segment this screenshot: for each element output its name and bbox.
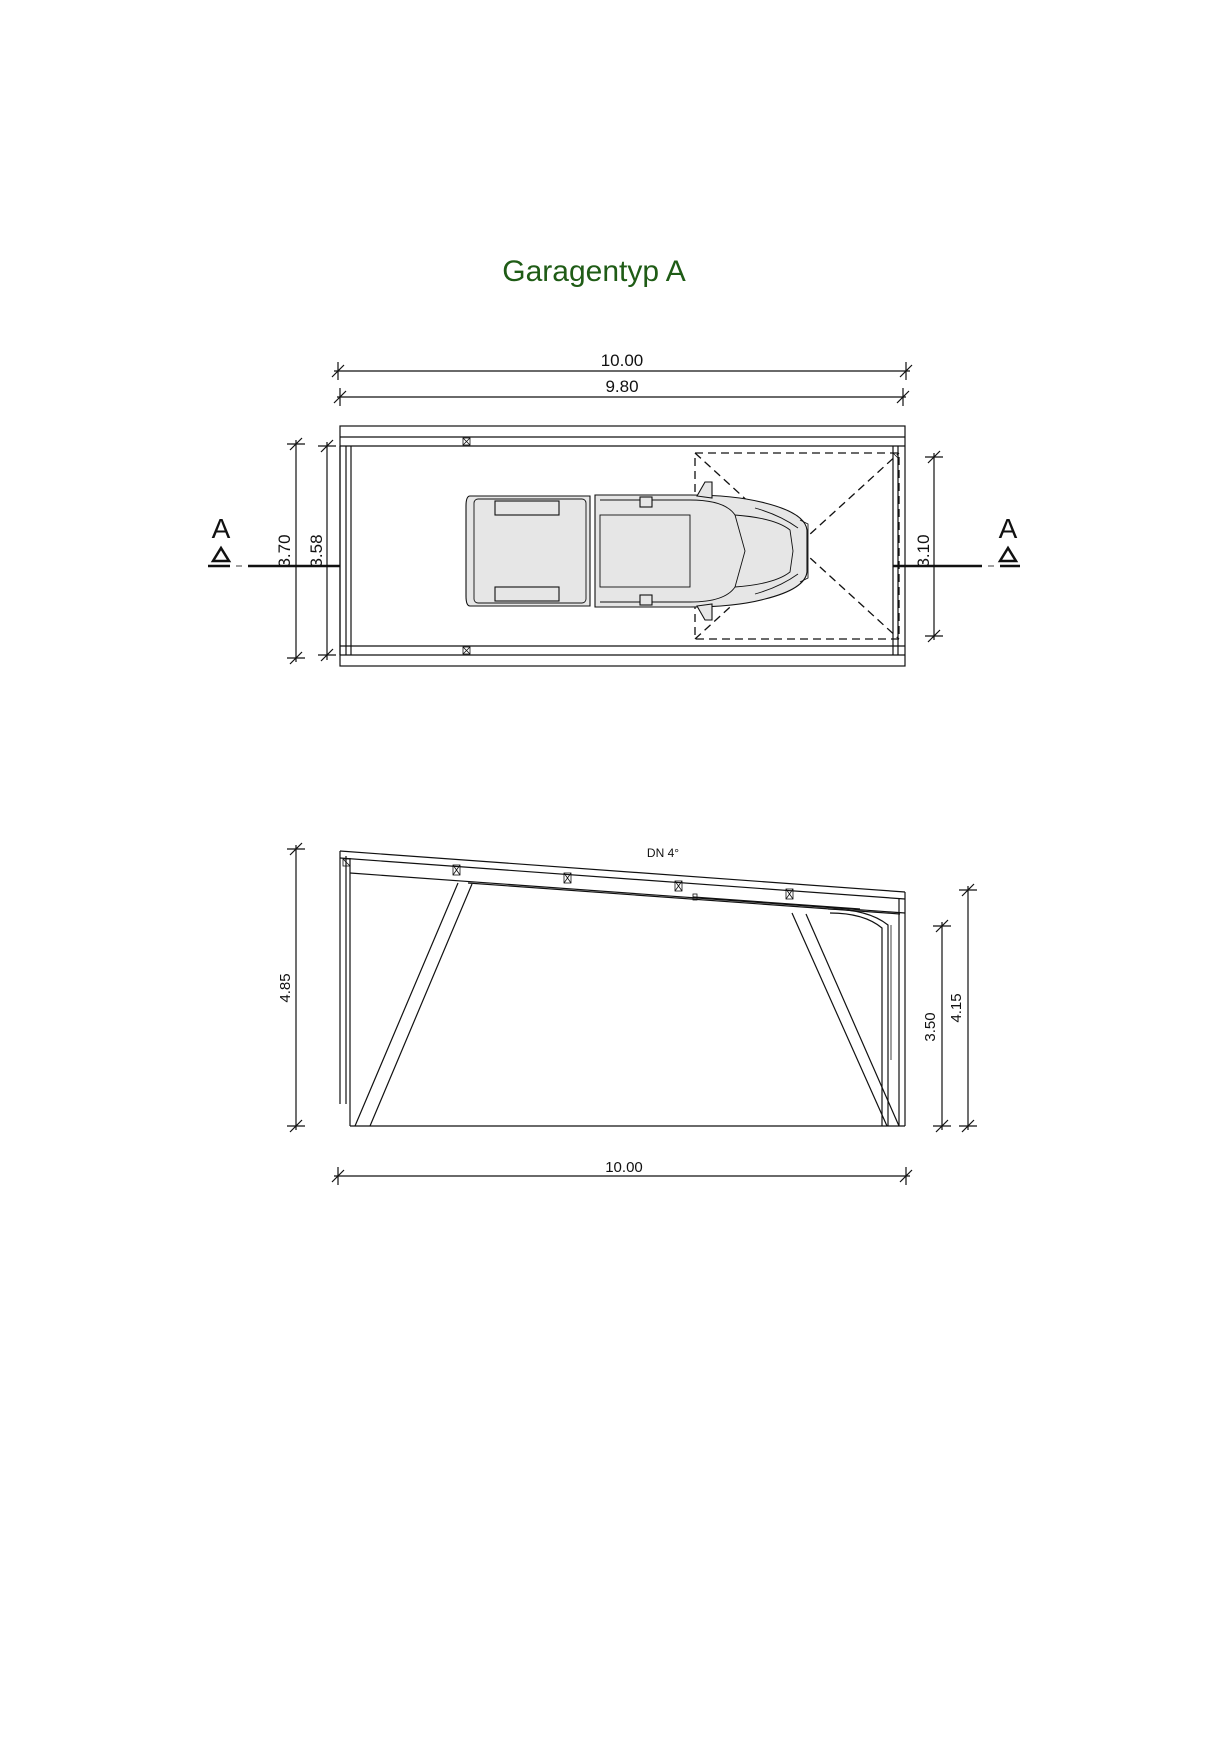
dimension-door-width-label: 3.10 bbox=[914, 534, 933, 568]
section-view bbox=[277, 843, 977, 1185]
frame-braces bbox=[355, 883, 899, 1126]
floor-plan bbox=[208, 351, 1020, 666]
roof-pitch-label: DN 4° bbox=[646, 846, 680, 860]
dimension-outer-length-label: 10.00 bbox=[600, 351, 644, 370]
section-marker-left: A bbox=[211, 513, 231, 544]
section-marker-right: A bbox=[998, 513, 1018, 544]
dimension-height-left bbox=[277, 843, 305, 1132]
garage-door-section bbox=[693, 894, 891, 1126]
car-icon bbox=[466, 482, 808, 620]
dimension-height-right-label: 4.15 bbox=[948, 993, 965, 1023]
dimension-inner-length-label: 9.80 bbox=[605, 377, 639, 396]
dimension-outer-width-label: 3.70 bbox=[275, 534, 294, 568]
dimension-section-length-label: 10.00 bbox=[605, 1159, 643, 1176]
dimension-section-length bbox=[332, 1159, 912, 1185]
dimension-height-right bbox=[948, 884, 977, 1132]
dimension-outer-width bbox=[275, 438, 305, 664]
drawing-title: Garagentyp A bbox=[502, 255, 686, 288]
dimension-inner-width bbox=[307, 440, 336, 661]
roof bbox=[340, 851, 905, 1126]
dimension-inner-width-label: 3.58 bbox=[307, 534, 326, 568]
dimension-door-height bbox=[922, 920, 951, 1132]
dimension-door-width bbox=[914, 451, 943, 642]
dimension-inner-length bbox=[334, 377, 909, 406]
dimension-door-height-label: 3.50 bbox=[922, 1012, 939, 1042]
dimension-outer-length bbox=[332, 351, 912, 380]
dimension-height-left-label: 4.85 bbox=[277, 973, 294, 1003]
